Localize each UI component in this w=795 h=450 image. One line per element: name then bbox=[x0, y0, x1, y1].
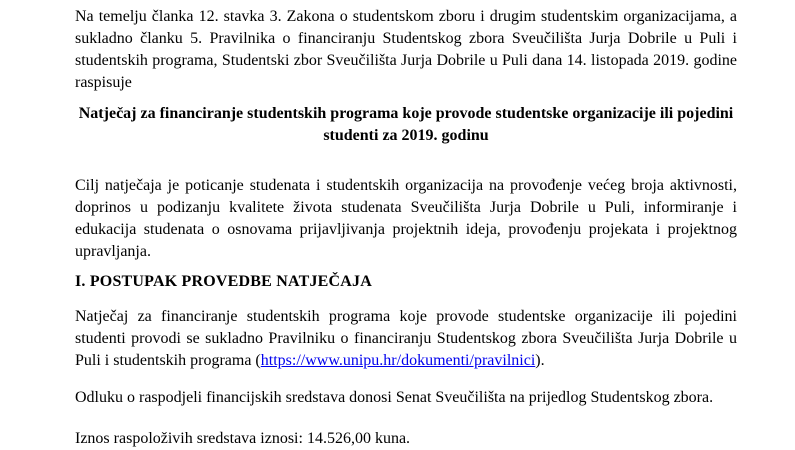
section-heading: I. POSTUPAK PROVEDBE NATJEČAJA bbox=[75, 273, 372, 290]
intro-paragraph: Na temelju članka 12. stavka 3. Zakona o studentskom zboru i drugim studentskim organizacijama, a sukladno članku 5. Pravilnika o financiranju Studentskog zbora Sveučilišta Jurja Dobrile u Puli i studentskih programa, Studentski zbor Sveučilišta Jurja Dobrile u Puli dana 14. listopada 2019. godine raspisuje bbox=[75, 8, 737, 91]
pravilnici-link[interactable]: https://www.unipu.hr/dokumenti/pravilnici bbox=[260, 352, 536, 369]
procedure-text-after-link: ). bbox=[535, 352, 545, 369]
procedure-text-before-link: Natječaj za financiranje studentskih programa koje provode studentske organizacije ili pojedini studenti provodi se sukladno Pravilniku o financiranju Studentskog zbora Sveučilišta Jurja Dobrile u Puli i studentskih programa ( bbox=[75, 308, 737, 369]
amount-paragraph: Iznos raspoloživih sredstava iznosi: 14.526,00 kuna. bbox=[75, 430, 411, 447]
procedure-paragraph bbox=[75, 306, 737, 372]
document-title: Natječaj za financiranje studentskih programa koje provode studentske organizacije ili pojedini studenti za 2019. godinu bbox=[78, 105, 734, 144]
goal-paragraph: Cilj natječaja je poticanje studenata i studentskih organizacija na provođenje većeg broja aktivnosti, doprinos u podizanju kvalitete života studenata Sveučilišta Jurja Dobrile u Puli, informiranje i edukacija studenata o osnovama prijavljivanja projektnih ideja, provođenju projekata i projektnog upravljanja. bbox=[75, 177, 737, 260]
decision-paragraph: Odluku o raspodjeli financijskih sredstava donosi Senat Sveučilišta na prijedlog Studentskog zbora. bbox=[75, 389, 714, 406]
